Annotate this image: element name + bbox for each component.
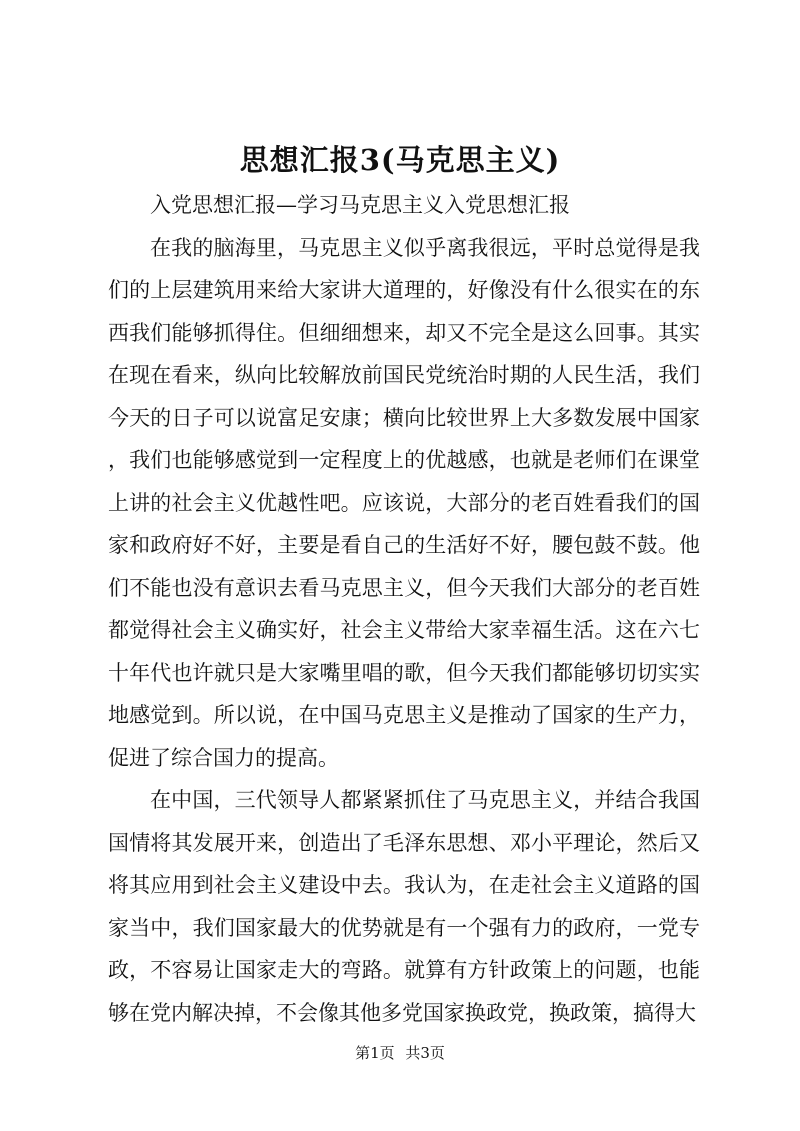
page-number: 第1页 <box>355 1044 395 1062</box>
document-title: 思想汇报3(马克思主义) <box>239 143 561 177</box>
page-footer <box>0 1043 800 1063</box>
page-total: 共3页 <box>405 1044 445 1062</box>
document-body <box>108 184 700 1034</box>
paragraph-2: 在中国，三代领导人都紧紧抓住了马克思主义，并结合我国国情将其发展开来，创造出了毛泽东思想、邓小平理论，然后又将其应用到社会主义建设中去。我认为，在走社会主义道路的国家当中，我们国家最大的优势就是有一个强有力的政府，一党专政，不容易让国家走大的弯路。就算有方针政策上的问题，也能够在党内解决掉，不会像其他多党国家换政党，换政策，搞得大 <box>108 788 700 1025</box>
document-subtitle: 入党思想汇报—学习马克思主义入党思想汇报 <box>150 193 570 217</box>
paragraph-1: 在我的脑海里，马克思主义似乎离我很远，平时总觉得是我们的上层建筑用来给大家讲大道理的，好像没有什么很实在的东西我们能够抓得住。但细细想来，却又不完全是这么回事。其实在现在看来，纵向比较解放前国民党统治时期的人民生活，我们今天的日子可以说富足安康；横向比较世界上大多数发展中国家，我们也能够感觉到一定程度上的优越感，也就是老师们在课堂上讲的社会主义优越性吧。应该说，大部分的老百姓看我们的国家和政府好不好，主要是看自己的生活好不好，腰包鼓不鼓。他们不能也没有意识去看马克思主义，但今天我们大部分的老百姓都觉得社会主义确实好，社会主义带给大家幸福生活。这在六七十年代也许就只是大家嘴里唱的歌，但今天我们都能够切切实实地感觉到。所以说，在中国马克思主义是推动了国家的生产力，促进了综合国力的提高。 <box>108 235 700 770</box>
